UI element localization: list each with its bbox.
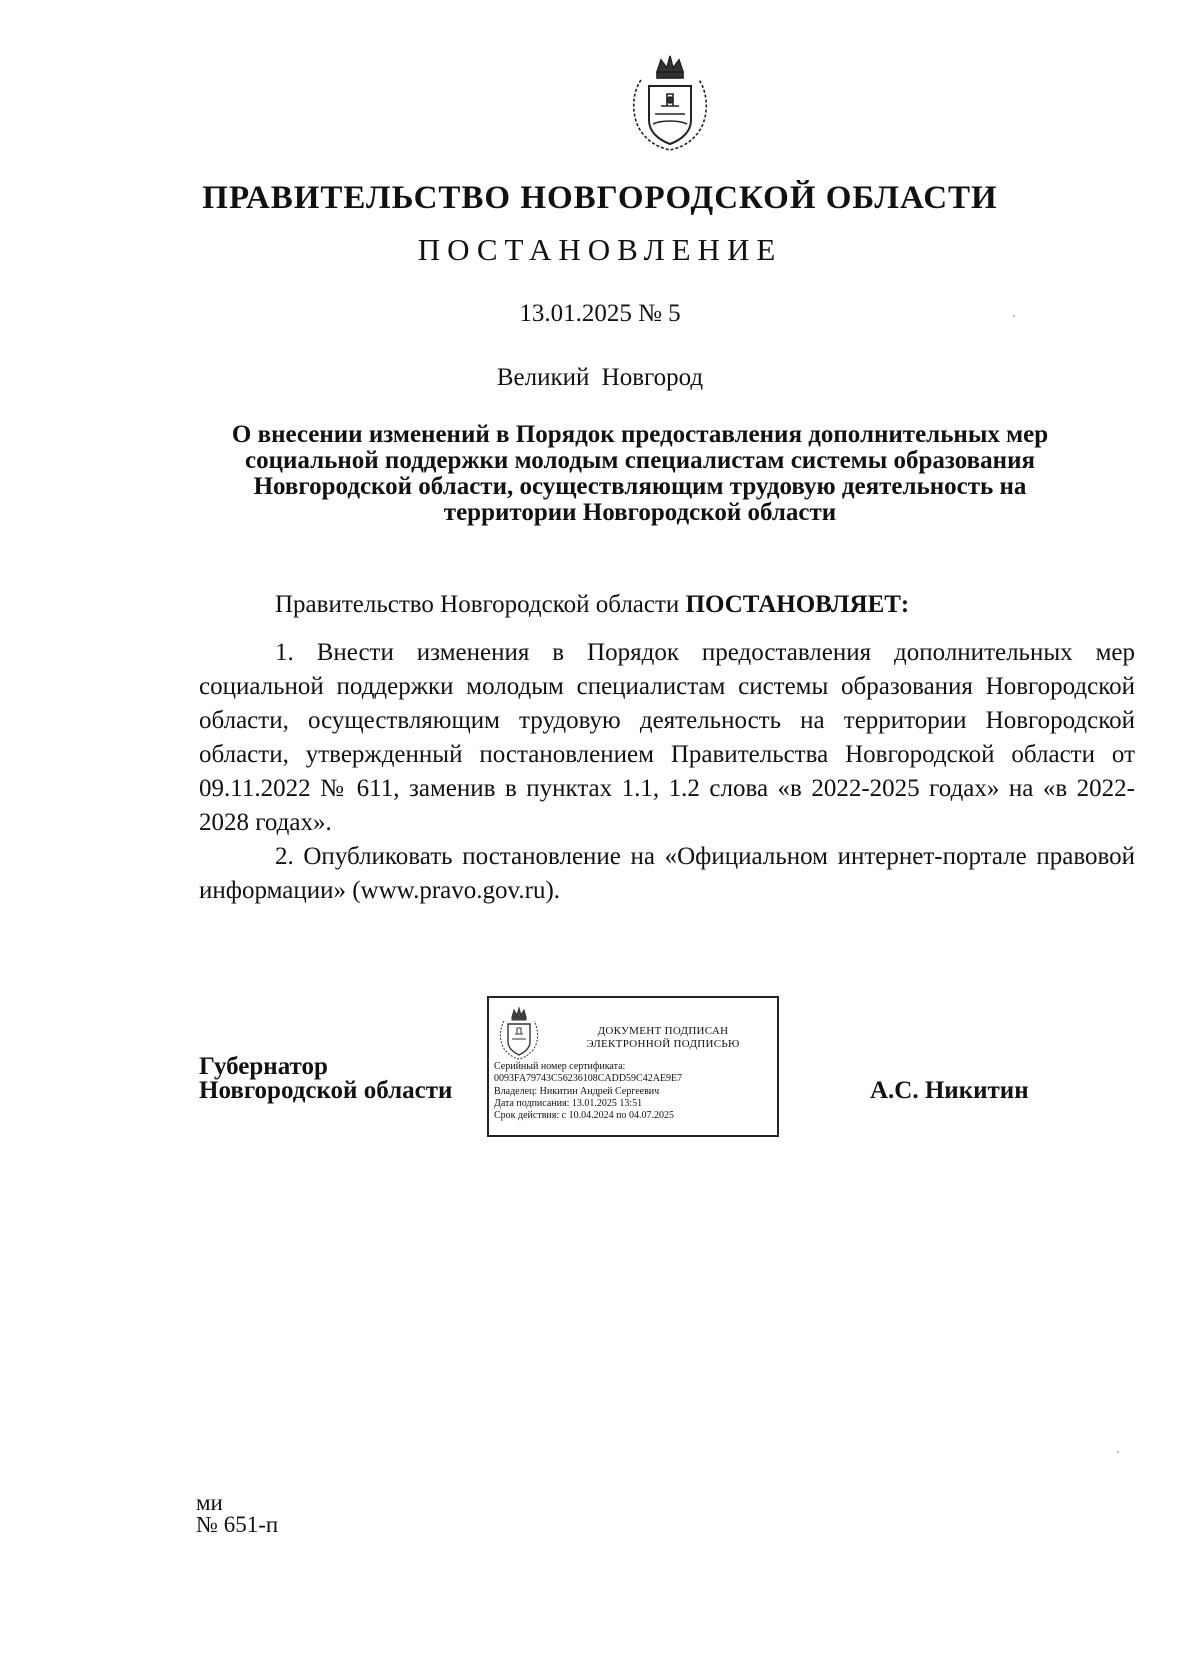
paragraph-1: 1. Внести изменения в Порядок предоставления дополнительных мер социальной поддержки молодым специалистам системы образования Новгородской области, осуществляющим трудовую деятельность на территории Новгородской области, утвержденный постановлением Правительства Новгородской области от 09.11.2022 № 611, заменив в пунктах 1.1, 1.2 слова «в 2022-2025 годах» на «в 2022-2028 годах».	[199, 639, 1135, 836]
preamble	[275, 591, 909, 619]
stamp-details	[494, 1061, 778, 1122]
stamp-heading-line2: ЭЛЕКТРОННОЙ ПОДПИСЬЮ	[586, 1038, 740, 1050]
stamp-coat-of-arms-emblem	[497, 1006, 541, 1060]
stamp-heading	[555, 1025, 771, 1051]
document-place: Великий Новгород	[496, 364, 704, 391]
document-body	[199, 636, 1135, 908]
stamp-signed-date: Дата подписания: 13.01.2025 13:51	[494, 1097, 643, 1109]
signatory-position-line1: Губернатор	[199, 1053, 328, 1080]
document-type: ПОСТАНОВЛЕНИЕ	[417, 232, 783, 267]
electronic-signature-stamp	[487, 996, 779, 1137]
document-subject: О внесении изменений в Порядок предоставления дополнительных мер социальной поддержки молодым специалистам системы образования Новгородской области, осуществляющим трудовую деятельность на территории Новгородской области	[231, 421, 1049, 526]
document-date-number: 13.01.2025 № 5	[519, 300, 681, 327]
scan-speck	[1013, 315, 1015, 317]
document-footer	[196, 1492, 278, 1536]
coat-of-arms-emblem	[627, 50, 713, 152]
scan-speck	[1117, 1451, 1119, 1453]
preamble-text: Правительство Новгородской области	[275, 591, 686, 618]
organization-title: ПРАВИТЕЛЬСТВО НОВГОРОДСКОЙ ОБЛАСТИ	[202, 180, 998, 216]
stamp-heading-line1: ДОКУМЕНТ ПОДПИСАН	[597, 1025, 729, 1037]
signatory-name: А.С. Никитин	[870, 1077, 1029, 1104]
executor-initials: ми	[196, 1490, 223, 1515]
signatory-position	[199, 1055, 452, 1103]
preamble-resolves: ПОСТАНОВЛЯЕТ:	[685, 591, 910, 618]
stamp-cert-number: 0093FA79743C56236108CADD59C42AE9E7	[494, 1073, 683, 1085]
signatory-position-line2: Новгородской области	[199, 1077, 453, 1104]
stamp-cert-label: Серийный номер сертификата:	[494, 1061, 626, 1072]
stamp-validity: Срок действия: с 10.04.2024 по 04.07.2025	[494, 1110, 674, 1122]
stamp-owner: Владелец: Никитин Андрей Сергеевич	[494, 1085, 660, 1097]
paragraph-2: 2. Опубликовать постановление на «Официальном интернет-портале правовой информации» (www.pravo.gov.ru).	[199, 843, 1135, 904]
registration-number: № 651-п	[196, 1512, 279, 1537]
